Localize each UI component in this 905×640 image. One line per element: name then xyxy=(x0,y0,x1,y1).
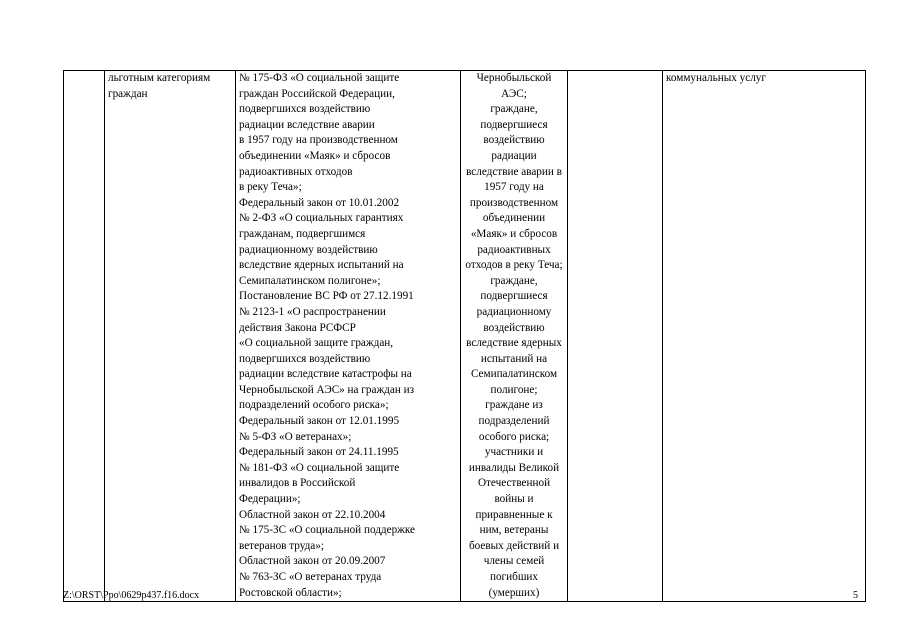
cell-number xyxy=(64,71,105,602)
text-line: подвергшихся воздействию xyxy=(239,103,371,116)
text-line: инвалидов в Российской xyxy=(239,477,356,490)
text-line: ним, ветераны xyxy=(479,524,549,537)
text-line: подразделений особого риска»; xyxy=(239,399,389,412)
text-line: в 1957 году на производственном xyxy=(239,134,398,147)
text-line: приравненные к xyxy=(475,508,553,521)
table-row xyxy=(64,71,866,602)
text-line: Областной закон от 20.09.2007 xyxy=(239,555,386,568)
text-line: радиации вследствие аварии xyxy=(239,118,375,131)
text-line: подвергшиеся xyxy=(480,290,548,303)
text-line: вследствие аварии в xyxy=(466,165,562,178)
text-line: граждане, xyxy=(490,274,538,287)
text-line: подразделений xyxy=(478,415,550,428)
text-line: воздействию xyxy=(483,134,545,147)
text-line: ветеранов труда»; xyxy=(239,539,324,552)
text-line: № 763-ЗС «О ветеранах труда xyxy=(239,571,382,583)
text-line: гражданам, подвергшимся xyxy=(239,227,366,240)
text-line: Ростовской области»; xyxy=(239,586,342,599)
text-line: Федеральный закон от 10.01.2002 xyxy=(239,196,400,209)
text-line: Чернобыльской xyxy=(476,72,552,84)
text-line: Постановление ВС РФ от 27.12.1991 xyxy=(239,290,414,303)
text-line: № 181-ФЗ «О социальной защите xyxy=(239,461,400,474)
text-line: радиоактивных xyxy=(477,243,551,256)
footer-file-path: Z:\ORST\Ppo\0629p437.f16.docx xyxy=(63,590,200,601)
text-line: радиации вследствие катастрофы на xyxy=(239,368,412,381)
text-line: погибших xyxy=(489,571,539,583)
text-line: № 2-ФЗ «О социальных гарантиях xyxy=(239,212,404,225)
cell-service xyxy=(663,71,866,602)
text-line: подвергшихся воздействию xyxy=(239,352,371,365)
text-line: коммунальных услуг xyxy=(666,72,766,84)
text-line: вследствие ядерных xyxy=(466,337,562,350)
text-line: полигоне; xyxy=(490,383,538,396)
text-line: вследствие ядерных испытаний на xyxy=(239,259,404,272)
text-line: объединении «Маяк» и сбросов xyxy=(239,149,391,162)
text-line: воздействию xyxy=(483,321,545,334)
text-line: льготным категориям xyxy=(108,72,211,84)
text-line: радиоактивных отходов xyxy=(239,165,353,178)
text-line: отходов в реку Теча; xyxy=(465,259,563,272)
text-line: граждан Российской Федерации, xyxy=(239,87,395,100)
text-line: особого риска; xyxy=(478,430,550,443)
document-table xyxy=(63,70,866,602)
text-line: № 175-ФЗ «О социальной защите xyxy=(239,72,400,84)
cell-legal-basis xyxy=(236,71,461,602)
text-line: 1957 году на xyxy=(484,181,544,194)
text-line: производственном xyxy=(469,196,559,209)
text-line: № 2123-1 «О распространении xyxy=(239,305,386,318)
text-line: граждан xyxy=(108,87,148,100)
text-line: радиационному воздействию xyxy=(239,243,378,256)
text-line: в реку Теча»; xyxy=(239,181,302,194)
text-line: граждане из xyxy=(485,399,543,412)
text-line: радиационному xyxy=(476,305,552,318)
text-line: объединении xyxy=(482,212,546,225)
text-line: «Маяк» и сбросов xyxy=(470,227,558,240)
footer-page-number: 5 xyxy=(853,590,858,601)
text-line: Федеральный закон от 12.01.1995 xyxy=(239,415,400,428)
text-line: № 175-ЗС «О социальной поддержке xyxy=(239,524,416,537)
text-line: граждане, xyxy=(490,103,538,116)
cell-empty xyxy=(568,71,663,602)
text-line: «О социальной защите граждан, xyxy=(239,337,394,350)
text-line: участники и xyxy=(484,446,544,459)
text-line: № 5-ФЗ «О ветеранах»; xyxy=(239,430,352,443)
text-line: Чернобыльской АЭС» на граждан из xyxy=(239,383,415,396)
text-line: испытаний на xyxy=(480,352,548,365)
text-line: Отечественной xyxy=(477,477,551,490)
text-line: инвалиды Великой xyxy=(468,461,560,474)
text-line: подвергшиеся xyxy=(480,118,548,131)
text-line: войны и xyxy=(494,493,534,506)
text-line: Семипалатинском полигоне»; xyxy=(239,274,381,287)
text-line: боевых действий и xyxy=(468,539,560,552)
text-line: радиации xyxy=(491,149,537,162)
text-line: Федерации»; xyxy=(239,493,301,506)
text-line: Областной закон от 22.10.2004 xyxy=(239,508,386,521)
cell-recipients xyxy=(461,71,568,602)
text-line: Семипалатинском xyxy=(470,368,558,381)
text-line: действия Закона РСФСР xyxy=(239,321,356,334)
text-line: АЭС; xyxy=(501,87,527,100)
text-line: члены семей xyxy=(483,555,545,568)
text-line: (умерших) xyxy=(488,586,540,599)
text-line: Федеральный закон от 24.11.1995 xyxy=(239,446,399,459)
cell-category xyxy=(105,71,236,602)
